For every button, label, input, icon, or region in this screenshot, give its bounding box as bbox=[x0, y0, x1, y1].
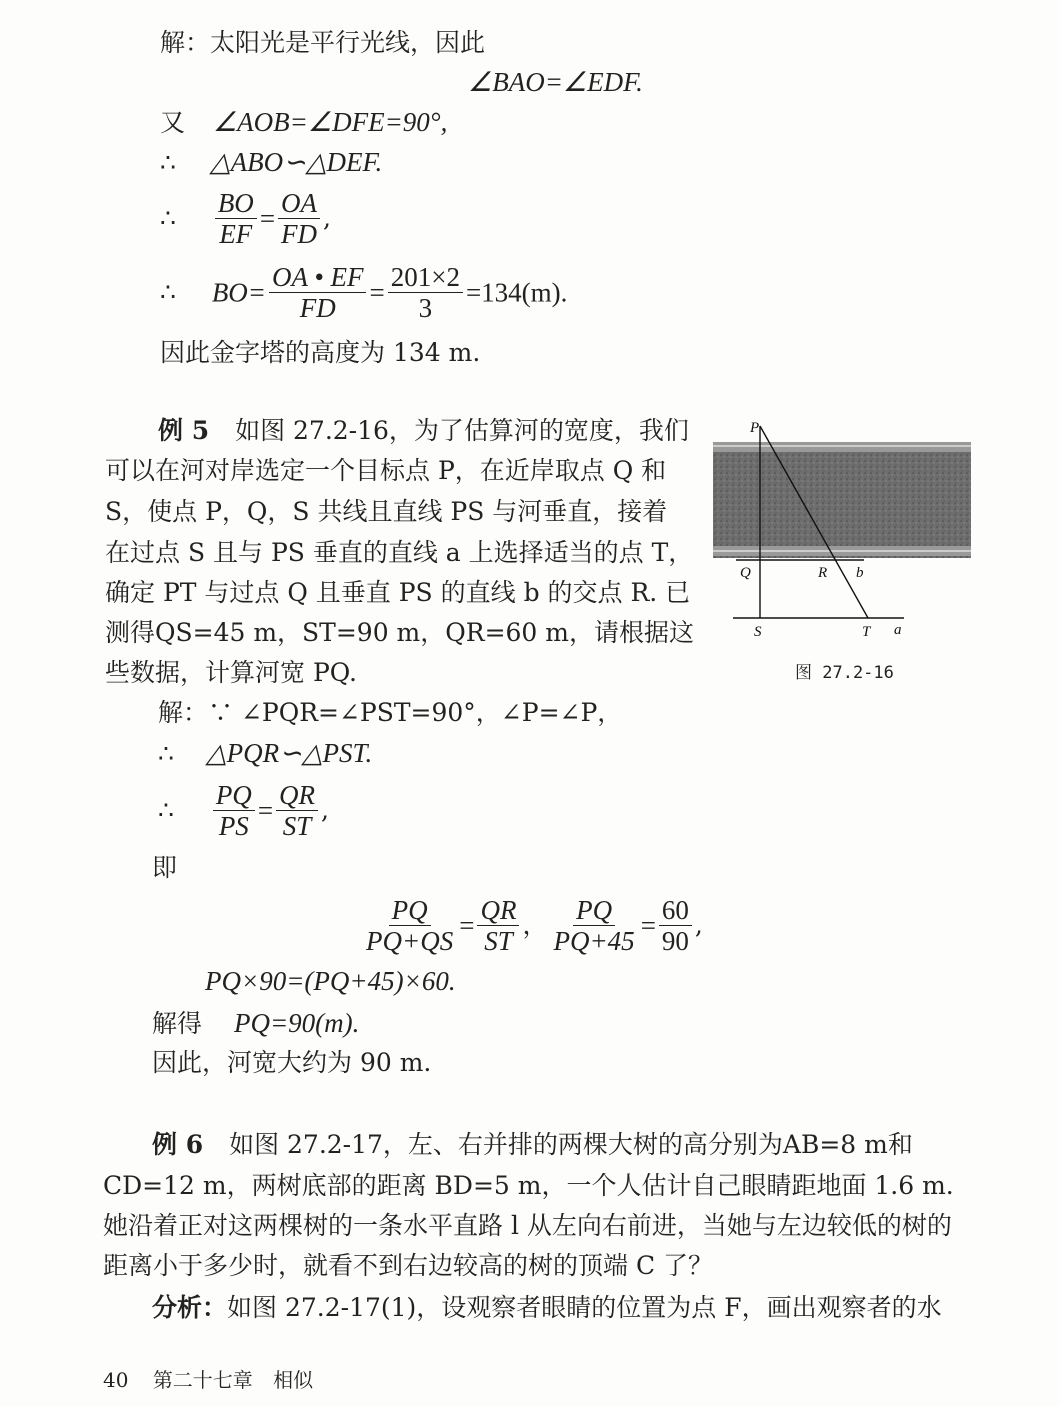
page-number: 40 bbox=[103, 1368, 129, 1392]
example6-analysis: 分析：如图 27.2-17(1)，设观察者眼睛的位置为点 F，画出观察者的水 bbox=[152, 1293, 942, 1322]
example5-conclusion: 因此，河宽大约为 90 m. bbox=[152, 1048, 432, 1077]
fraction-201x2-3: $\frac{201\times 2}{3}$ bbox=[388, 262, 463, 323]
label-s: S bbox=[754, 624, 762, 638]
label-r: R bbox=[818, 565, 828, 581]
example5-line-2: 可以在河对岸选定一个目标点 P，在近岸取点 Q 和 bbox=[105, 456, 667, 485]
therefore-symbol: ∴ bbox=[158, 739, 174, 768]
fraction-qr-st: $\frac{QR}{ST}$ bbox=[276, 780, 318, 841]
fraction-oa-ef-fd: $\frac{OA • EF}{FD}$ bbox=[269, 262, 366, 323]
example6-line-1: 例 6 如图 27.2-17，左、右并排的两棵大树的高分别为AB=8 m和 bbox=[152, 1130, 913, 1159]
result-pq: PQ=90(m). bbox=[233, 1008, 360, 1038]
example5-line-1: 例 5 如图 27.2-16，为了估算河的宽度，我们 bbox=[158, 416, 689, 445]
label-t: T bbox=[862, 624, 871, 638]
page-footer bbox=[103, 1364, 313, 1393]
example6-label: 例 6 bbox=[152, 1130, 204, 1159]
example5-solution-3: ∴ $\frac{PQ}{PS}$ = $\frac{QR}{ST}$ , bbox=[158, 780, 329, 841]
example5-line-7: 些数据，计算河宽 PQ. bbox=[105, 658, 357, 687]
example6-line-3: 她沿着正对这两棵树的一条水平直路 l 从左向右前进，当她与左边较低的树的 bbox=[103, 1211, 952, 1240]
chapter-title: 相似 bbox=[273, 1368, 314, 1392]
fraction-pq-pq-plus-qs: $\frac{PQ}{PQ+QS}$ bbox=[366, 895, 454, 956]
label-q: Q bbox=[740, 565, 751, 581]
similar-triangles-pqr-pst: △PQR∽△PST. bbox=[205, 738, 373, 768]
fraction-oa-fd: $\frac{OA}{FD}$ bbox=[278, 188, 320, 249]
example6-line-4: 距离小于多少时，就看不到右边较高的树的顶端 C 了？ bbox=[103, 1251, 714, 1280]
label-a: a bbox=[894, 622, 902, 638]
therefore-symbol: ∴ bbox=[158, 795, 174, 825]
example5-line-4: 在过点 S 且与 PS 垂直的直线 a 上选择适当的点 T， bbox=[105, 538, 694, 567]
solution-line-1: 解：太阳光是平行光线，因此 bbox=[160, 28, 486, 57]
equation-angle-aob: ∠AOB=∠DFE=90°, bbox=[212, 107, 448, 137]
fraction-pq-pq-plus-45: $\frac{PQ}{PQ+45}$ bbox=[553, 895, 635, 956]
equation-angle-bao: ∠BAO=∠EDF. bbox=[468, 67, 643, 97]
river-width-figure bbox=[708, 418, 978, 638]
fraction-60-90: $\frac{60}{90}$ bbox=[659, 895, 692, 956]
therefore-symbol: ∴ bbox=[160, 148, 176, 177]
chapter-number: 第二十七章 bbox=[152, 1368, 253, 1392]
river-band bbox=[713, 442, 971, 558]
example5-solution-5: 解得 PQ=90(m). bbox=[152, 1008, 360, 1038]
solution-line-5: ∴ $\frac{BO}{EF}$ = $\frac{OA}{FD}$ , bbox=[160, 188, 331, 249]
solution-prefix: 又 bbox=[160, 108, 186, 137]
example5-line-3: S，使点 P，Q，S 共线且直线 PS 与河垂直，接着 bbox=[105, 497, 668, 526]
therefore-symbol: ∴ bbox=[160, 277, 176, 307]
solution-conclusion: 因此金字塔的高度为 134 m. bbox=[160, 338, 481, 367]
analysis-label: 分析： bbox=[152, 1293, 228, 1322]
label-b: b bbox=[856, 565, 864, 581]
fraction-qr-st-2: $\frac{QR}{ST}$ bbox=[477, 895, 519, 956]
example5-equation-row: $\frac{PQ}{PQ+QS}$ = $\frac{QR}{ST}$ ， $\frac{PQ}{PQ+45}$ = $\frac{60}{90}$ , bbox=[360, 895, 703, 956]
similar-triangles-abo-def: △ABO∽△DEF. bbox=[209, 147, 383, 177]
fraction-pq-ps: $\frac{PQ}{PS}$ bbox=[213, 780, 255, 841]
example5-line-5: 确定 PT 与过点 Q 且垂直 PS 的直线 b 的交点 R. 已 bbox=[105, 578, 691, 607]
fraction-bo-ef: $\frac{BO}{EF}$ bbox=[215, 188, 257, 249]
figure-caption: 图 27.2-16 bbox=[795, 663, 894, 683]
example5-label: 例 5 bbox=[158, 416, 210, 445]
example5-equation-2: PQ×90=(PQ+45)×60. bbox=[205, 966, 456, 996]
far-bank-stripe bbox=[713, 442, 971, 452]
solution-line-4 bbox=[160, 147, 382, 178]
label-p: P bbox=[750, 420, 760, 436]
solution-line-6: ∴ BO= $\frac{OA • EF}{FD}$ = $\frac{201\times 2}{3}$ =134(m). bbox=[160, 262, 568, 323]
solution-line-3 bbox=[160, 107, 447, 138]
example6-line-2: CD=12 m，两树底部的距离 BD=5 m，一个人估计自己眼睛距地面 1.6 m. bbox=[103, 1171, 954, 1200]
therefore-symbol: ∴ bbox=[160, 203, 176, 233]
example5-solution-1: 解：∵ ∠PQR=∠PST=90°，∠P=∠P， bbox=[158, 698, 623, 727]
example5-solution-4: 即 bbox=[152, 853, 178, 882]
example5-solution-2 bbox=[158, 738, 372, 769]
example5-line-6: 测得QS=45 m，ST=90 m，QR=60 m，请根据这 bbox=[105, 618, 694, 647]
